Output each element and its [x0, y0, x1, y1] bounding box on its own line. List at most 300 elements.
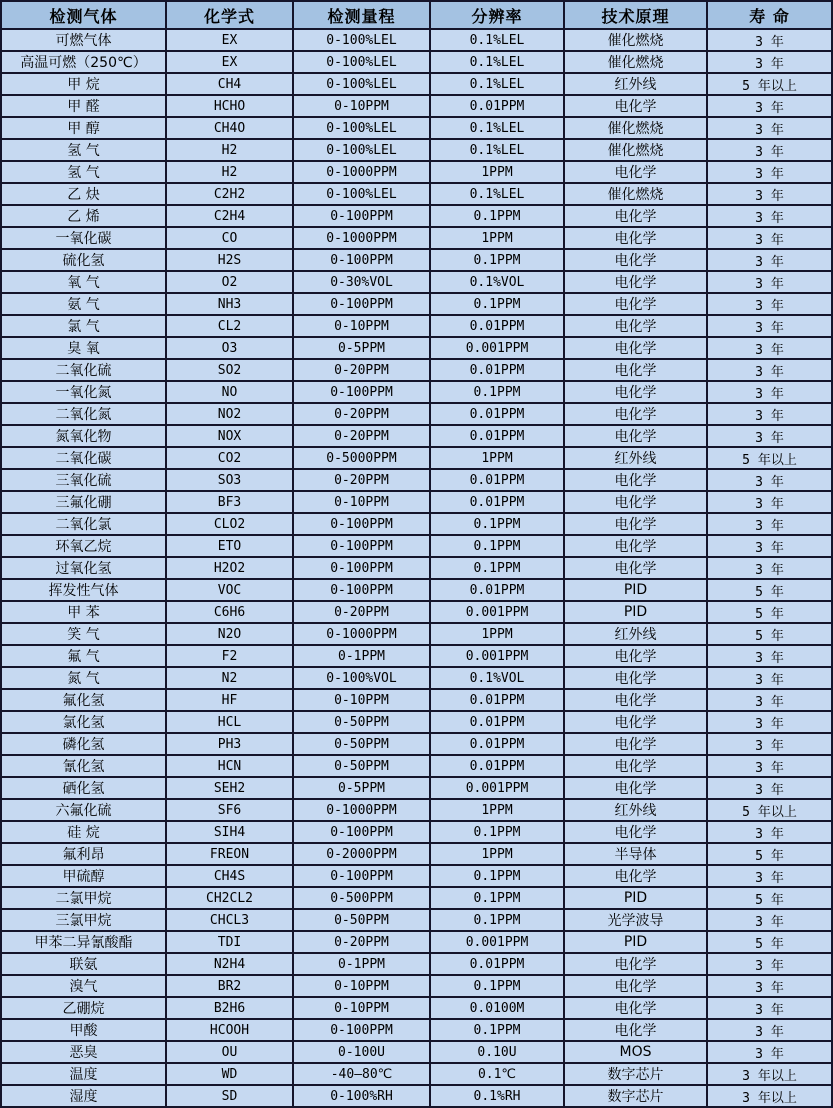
- formula-cell: VOC: [166, 579, 293, 601]
- resolution-cell: 0.1PPM: [430, 293, 564, 315]
- gas-name-cell: 甲 苯: [1, 601, 166, 623]
- gas-name-cell: 高温可燃（250℃）: [1, 51, 166, 73]
- resolution-cell: 0.001PPM: [430, 601, 564, 623]
- principle-cell: 半导体: [564, 843, 707, 865]
- principle-cell: 电化学: [564, 205, 707, 227]
- lifespan-cell: 3 年: [707, 183, 832, 205]
- principle-cell: PID: [564, 931, 707, 953]
- principle-cell: 电化学: [564, 865, 707, 887]
- resolution-cell: 0.1PPM: [430, 909, 564, 931]
- formula-cell: C2H2: [166, 183, 293, 205]
- lifespan-cell: 3 年: [707, 249, 832, 271]
- header-cell-formula-cell: 化学式: [166, 1, 293, 29]
- gas-name-cell: 氮氧化物: [1, 425, 166, 447]
- table-row: [1, 953, 832, 975]
- table-header: [1, 1, 832, 29]
- principle-cell: 红外线: [564, 447, 707, 469]
- table-row: [1, 205, 832, 227]
- range-cell: 0-50PPM: [293, 909, 430, 931]
- lifespan-cell: 3 年: [707, 1019, 832, 1041]
- table-row: [1, 337, 832, 359]
- lifespan-cell: 3 年: [707, 733, 832, 755]
- gas-name-cell: 一氧化碳: [1, 227, 166, 249]
- formula-cell: O2: [166, 271, 293, 293]
- lifespan-cell: 3 年: [707, 865, 832, 887]
- gas-name-cell: 甲苯二异氰酸酯: [1, 931, 166, 953]
- table-row: [1, 931, 832, 953]
- range-cell: 0-100%LEL: [293, 183, 430, 205]
- resolution-cell: 0.1%VOL: [430, 271, 564, 293]
- resolution-cell: 1PPM: [430, 623, 564, 645]
- lifespan-cell: 3 年: [707, 645, 832, 667]
- range-cell: 0-100%VOL: [293, 667, 430, 689]
- formula-cell: SO3: [166, 469, 293, 491]
- formula-cell: FREON: [166, 843, 293, 865]
- table-row: [1, 381, 832, 403]
- lifespan-cell: 3 年: [707, 535, 832, 557]
- range-cell: 0-1000PPM: [293, 623, 430, 645]
- header-cell-lifespan-cell: 寿 命: [707, 1, 832, 29]
- range-cell: 0-100%LEL: [293, 29, 430, 51]
- resolution-cell: 0.01PPM: [430, 315, 564, 337]
- gas-name-cell: 臭 氧: [1, 337, 166, 359]
- table-row: [1, 271, 832, 293]
- formula-cell: CH4O: [166, 117, 293, 139]
- resolution-cell: 0.1℃: [430, 1063, 564, 1085]
- resolution-cell: 1PPM: [430, 843, 564, 865]
- formula-cell: CO2: [166, 447, 293, 469]
- resolution-cell: 0.1%LEL: [430, 29, 564, 51]
- formula-cell: HCL: [166, 711, 293, 733]
- range-cell: 0-10PPM: [293, 315, 430, 337]
- gas-name-cell: 二氧化氯: [1, 513, 166, 535]
- table-row: [1, 315, 832, 337]
- gas-name-cell: 乙硼烷: [1, 997, 166, 1019]
- table-row: [1, 601, 832, 623]
- resolution-cell: 0.001PPM: [430, 645, 564, 667]
- range-cell: 0-100PPM: [293, 381, 430, 403]
- lifespan-cell: 3 年: [707, 777, 832, 799]
- gas-name-cell: 联氨: [1, 953, 166, 975]
- principle-cell: 电化学: [564, 381, 707, 403]
- formula-cell: N2O: [166, 623, 293, 645]
- gas-name-cell: 环氧乙烷: [1, 535, 166, 557]
- gas-name-cell: 乙 炔: [1, 183, 166, 205]
- lifespan-cell: 5 年以上: [707, 73, 832, 95]
- gas-name-cell: 一氧化氮: [1, 381, 166, 403]
- principle-cell: 电化学: [564, 337, 707, 359]
- formula-cell: C2H4: [166, 205, 293, 227]
- resolution-cell: 0.01PPM: [430, 953, 564, 975]
- principle-cell: 催化燃烧: [564, 29, 707, 51]
- range-cell: 0-2000PPM: [293, 843, 430, 865]
- table-row: [1, 865, 832, 887]
- table-row: [1, 403, 832, 425]
- gas-name-cell: 氯 气: [1, 315, 166, 337]
- resolution-cell: 0.1%LEL: [430, 183, 564, 205]
- gas-name-cell: 溴气: [1, 975, 166, 997]
- lifespan-cell: 3 年: [707, 95, 832, 117]
- principle-cell: 电化学: [564, 645, 707, 667]
- lifespan-cell: 3 年: [707, 689, 832, 711]
- lifespan-cell: 5 年: [707, 843, 832, 865]
- principle-cell: 电化学: [564, 755, 707, 777]
- range-cell: 0-100PPM: [293, 513, 430, 535]
- formula-cell: CHCL3: [166, 909, 293, 931]
- resolution-cell: 0.01PPM: [430, 359, 564, 381]
- lifespan-cell: 3 年: [707, 271, 832, 293]
- lifespan-cell: 3 年: [707, 997, 832, 1019]
- range-cell: 0-5PPM: [293, 777, 430, 799]
- table-row: [1, 1019, 832, 1041]
- principle-cell: 电化学: [564, 557, 707, 579]
- gas-name-cell: 可燃气体: [1, 29, 166, 51]
- gas-name-cell: 氮 气: [1, 667, 166, 689]
- range-cell: 0-100PPM: [293, 1019, 430, 1041]
- principle-cell: 催化燃烧: [564, 117, 707, 139]
- principle-cell: 数字芯片: [564, 1085, 707, 1107]
- principle-cell: 电化学: [564, 315, 707, 337]
- gas-name-cell: 湿度: [1, 1085, 166, 1107]
- lifespan-cell: 3 年以上: [707, 1085, 832, 1107]
- resolution-cell: 0.01PPM: [430, 491, 564, 513]
- gas-name-cell: 三氧化硫: [1, 469, 166, 491]
- principle-cell: 电化学: [564, 227, 707, 249]
- principle-cell: 电化学: [564, 535, 707, 557]
- lifespan-cell: 3 年: [707, 381, 832, 403]
- principle-cell: 电化学: [564, 249, 707, 271]
- gas-name-cell: 氟利昂: [1, 843, 166, 865]
- gas-name-cell: 二氯甲烷: [1, 887, 166, 909]
- formula-cell: NO: [166, 381, 293, 403]
- range-cell: 0-20PPM: [293, 403, 430, 425]
- gas-name-cell: 甲硫醇: [1, 865, 166, 887]
- resolution-cell: 0.1%VOL: [430, 667, 564, 689]
- gas-name-cell: 挥发性气体: [1, 579, 166, 601]
- resolution-cell: 1PPM: [430, 227, 564, 249]
- range-cell: 0-20PPM: [293, 359, 430, 381]
- formula-cell: H2O2: [166, 557, 293, 579]
- gas-name-cell: 三氟化硼: [1, 491, 166, 513]
- header-cell-range-cell: 检测量程: [293, 1, 430, 29]
- table-row: [1, 909, 832, 931]
- principle-cell: PID: [564, 601, 707, 623]
- gas-name-cell: 甲 烷: [1, 73, 166, 95]
- gas-name-cell: 氟 气: [1, 645, 166, 667]
- table-row: [1, 557, 832, 579]
- resolution-cell: 0.1PPM: [430, 557, 564, 579]
- table-row: [1, 117, 832, 139]
- formula-cell: WD: [166, 1063, 293, 1085]
- lifespan-cell: 3 年: [707, 975, 832, 997]
- table-row: [1, 843, 832, 865]
- resolution-cell: 0.1PPM: [430, 975, 564, 997]
- table-row: [1, 821, 832, 843]
- table-row: [1, 623, 832, 645]
- principle-cell: 电化学: [564, 425, 707, 447]
- table-row: [1, 667, 832, 689]
- table-row: [1, 689, 832, 711]
- lifespan-cell: 3 年: [707, 557, 832, 579]
- resolution-cell: 1PPM: [430, 799, 564, 821]
- formula-cell: CH4: [166, 73, 293, 95]
- range-cell: 0-20PPM: [293, 469, 430, 491]
- resolution-cell: 0.01PPM: [430, 95, 564, 117]
- resolution-cell: 0.01PPM: [430, 689, 564, 711]
- principle-cell: 红外线: [564, 799, 707, 821]
- lifespan-cell: 3 年: [707, 425, 832, 447]
- gas-name-cell: 三氯甲烷: [1, 909, 166, 931]
- formula-cell: N2H4: [166, 953, 293, 975]
- range-cell: 0-20PPM: [293, 601, 430, 623]
- formula-cell: SEH2: [166, 777, 293, 799]
- table-row: [1, 183, 832, 205]
- resolution-cell: 0.1PPM: [430, 535, 564, 557]
- range-cell: 0-10PPM: [293, 975, 430, 997]
- range-cell: 0-1000PPM: [293, 161, 430, 183]
- table-row: [1, 73, 832, 95]
- table-row: [1, 139, 832, 161]
- range-cell: -40—80℃: [293, 1063, 430, 1085]
- lifespan-cell: 3 年: [707, 227, 832, 249]
- lifespan-cell: 3 年: [707, 667, 832, 689]
- table-row: [1, 1041, 832, 1063]
- formula-cell: SIH4: [166, 821, 293, 843]
- lifespan-cell: 3 年: [707, 29, 832, 51]
- table-row: [1, 711, 832, 733]
- range-cell: 0-10PPM: [293, 689, 430, 711]
- resolution-cell: 0.01PPM: [430, 469, 564, 491]
- gas-name-cell: 氟化氢: [1, 689, 166, 711]
- range-cell: 0-100%LEL: [293, 73, 430, 95]
- lifespan-cell: 3 年: [707, 491, 832, 513]
- resolution-cell: 0.001PPM: [430, 931, 564, 953]
- resolution-cell: 0.1PPM: [430, 513, 564, 535]
- gas-name-cell: 硒化氢: [1, 777, 166, 799]
- range-cell: 0-5000PPM: [293, 447, 430, 469]
- resolution-cell: 0.1PPM: [430, 887, 564, 909]
- resolution-cell: 0.1PPM: [430, 1019, 564, 1041]
- range-cell: 0-1000PPM: [293, 799, 430, 821]
- range-cell: 0-100%LEL: [293, 117, 430, 139]
- range-cell: 0-500PPM: [293, 887, 430, 909]
- range-cell: 0-50PPM: [293, 755, 430, 777]
- lifespan-cell: 3 年: [707, 711, 832, 733]
- gas-name-cell: 氢 气: [1, 139, 166, 161]
- principle-cell: 电化学: [564, 821, 707, 843]
- gas-name-cell: 氯化氢: [1, 711, 166, 733]
- lifespan-cell: 3 年: [707, 51, 832, 73]
- lifespan-cell: 3 年: [707, 403, 832, 425]
- table-row: [1, 645, 832, 667]
- principle-cell: 电化学: [564, 953, 707, 975]
- table-row: [1, 161, 832, 183]
- table-row: [1, 51, 832, 73]
- principle-cell: 红外线: [564, 73, 707, 95]
- range-cell: 0-1PPM: [293, 953, 430, 975]
- gas-name-cell: 氢 气: [1, 161, 166, 183]
- lifespan-cell: 3 年: [707, 139, 832, 161]
- range-cell: 0-100PPM: [293, 249, 430, 271]
- range-cell: 0-20PPM: [293, 425, 430, 447]
- table-row: [1, 1085, 832, 1107]
- principle-cell: 数字芯片: [564, 1063, 707, 1085]
- principle-cell: 电化学: [564, 997, 707, 1019]
- table-row: [1, 579, 832, 601]
- principle-cell: 电化学: [564, 161, 707, 183]
- principle-cell: 催化燃烧: [564, 51, 707, 73]
- table-row: [1, 249, 832, 271]
- range-cell: 0-5PPM: [293, 337, 430, 359]
- formula-cell: NO2: [166, 403, 293, 425]
- principle-cell: 电化学: [564, 711, 707, 733]
- header-cell-resolution-cell: 分辨率: [430, 1, 564, 29]
- table-row: [1, 293, 832, 315]
- lifespan-cell: 3 年: [707, 513, 832, 535]
- lifespan-cell: 3 年: [707, 293, 832, 315]
- principle-cell: 电化学: [564, 469, 707, 491]
- gas-name-cell: 磷化氢: [1, 733, 166, 755]
- lifespan-cell: 3 年: [707, 205, 832, 227]
- lifespan-cell: 5 年: [707, 931, 832, 953]
- gas-name-cell: 甲酸: [1, 1019, 166, 1041]
- resolution-cell: 0.1PPM: [430, 865, 564, 887]
- table-row: [1, 95, 832, 117]
- resolution-cell: 1PPM: [430, 447, 564, 469]
- formula-cell: EX: [166, 29, 293, 51]
- formula-cell: SF6: [166, 799, 293, 821]
- table-row: [1, 29, 832, 51]
- gas-name-cell: 硫化氢: [1, 249, 166, 271]
- principle-cell: PID: [564, 887, 707, 909]
- formula-cell: NOX: [166, 425, 293, 447]
- principle-cell: 电化学: [564, 359, 707, 381]
- gas-name-cell: 过氧化氢: [1, 557, 166, 579]
- formula-cell: CH2CL2: [166, 887, 293, 909]
- lifespan-cell: 3 年: [707, 1041, 832, 1063]
- gas-name-cell: 甲 醇: [1, 117, 166, 139]
- range-cell: 0-50PPM: [293, 733, 430, 755]
- header-row: [1, 1, 832, 29]
- formula-cell: SO2: [166, 359, 293, 381]
- gas-name-cell: 氰化氢: [1, 755, 166, 777]
- principle-cell: PID: [564, 579, 707, 601]
- principle-cell: 电化学: [564, 975, 707, 997]
- formula-cell: HCN: [166, 755, 293, 777]
- gas-name-cell: 二氧化氮: [1, 403, 166, 425]
- range-cell: 0-100%RH: [293, 1085, 430, 1107]
- principle-cell: 电化学: [564, 403, 707, 425]
- table-row: [1, 447, 832, 469]
- range-cell: 0-100%LEL: [293, 139, 430, 161]
- formula-cell: EX: [166, 51, 293, 73]
- gas-name-cell: 二氧化硫: [1, 359, 166, 381]
- principle-cell: 电化学: [564, 733, 707, 755]
- table-row: [1, 799, 832, 821]
- table-row: [1, 491, 832, 513]
- resolution-cell: 0.1PPM: [430, 205, 564, 227]
- resolution-cell: 0.01PPM: [430, 733, 564, 755]
- lifespan-cell: 5 年以上: [707, 447, 832, 469]
- formula-cell: PH3: [166, 733, 293, 755]
- formula-cell: NH3: [166, 293, 293, 315]
- range-cell: 0-100PPM: [293, 579, 430, 601]
- range-cell: 0-100PPM: [293, 535, 430, 557]
- formula-cell: OU: [166, 1041, 293, 1063]
- formula-cell: N2: [166, 667, 293, 689]
- resolution-cell: 0.1PPM: [430, 821, 564, 843]
- formula-cell: H2: [166, 161, 293, 183]
- range-cell: 0-100U: [293, 1041, 430, 1063]
- table-row: [1, 535, 832, 557]
- resolution-cell: 0.01PPM: [430, 425, 564, 447]
- lifespan-cell: 3 年: [707, 161, 832, 183]
- principle-cell: 电化学: [564, 293, 707, 315]
- resolution-cell: 0.1PPM: [430, 249, 564, 271]
- formula-cell: HF: [166, 689, 293, 711]
- resolution-cell: 0.0100M: [430, 997, 564, 1019]
- lifespan-cell: 3 年: [707, 755, 832, 777]
- table-row: [1, 733, 832, 755]
- formula-cell: TDI: [166, 931, 293, 953]
- range-cell: 0-100PPM: [293, 293, 430, 315]
- range-cell: 0-100PPM: [293, 865, 430, 887]
- range-cell: 0-10PPM: [293, 95, 430, 117]
- principle-cell: 催化燃烧: [564, 139, 707, 161]
- table-body: [1, 29, 832, 1107]
- lifespan-cell: 3 年: [707, 821, 832, 843]
- formula-cell: CLO2: [166, 513, 293, 535]
- principle-cell: 电化学: [564, 667, 707, 689]
- principle-cell: 电化学: [564, 689, 707, 711]
- formula-cell: CO: [166, 227, 293, 249]
- table-row: [1, 359, 832, 381]
- gas-name-cell: 六氟化硫: [1, 799, 166, 821]
- gas-name-cell: 二氧化碳: [1, 447, 166, 469]
- table-row: [1, 227, 832, 249]
- resolution-cell: 0.1%RH: [430, 1085, 564, 1107]
- formula-cell: CH4S: [166, 865, 293, 887]
- principle-cell: 电化学: [564, 271, 707, 293]
- principle-cell: 电化学: [564, 95, 707, 117]
- formula-cell: ETO: [166, 535, 293, 557]
- resolution-cell: 1PPM: [430, 161, 564, 183]
- resolution-cell: 0.1PPM: [430, 381, 564, 403]
- principle-cell: 红外线: [564, 623, 707, 645]
- table-row: [1, 755, 832, 777]
- formula-cell: HCOOH: [166, 1019, 293, 1041]
- formula-cell: H2: [166, 139, 293, 161]
- formula-cell: F2: [166, 645, 293, 667]
- principle-cell: MOS: [564, 1041, 707, 1063]
- lifespan-cell: 3 年: [707, 117, 832, 139]
- table-row: [1, 887, 832, 909]
- resolution-cell: 0.01PPM: [430, 755, 564, 777]
- principle-cell: 催化燃烧: [564, 183, 707, 205]
- resolution-cell: 0.01PPM: [430, 711, 564, 733]
- range-cell: 0-100PPM: [293, 205, 430, 227]
- lifespan-cell: 5 年: [707, 887, 832, 909]
- principle-cell: 电化学: [564, 777, 707, 799]
- range-cell: 0-100%LEL: [293, 51, 430, 73]
- resolution-cell: 0.1%LEL: [430, 51, 564, 73]
- table-row: [1, 1063, 832, 1085]
- resolution-cell: 0.1%LEL: [430, 73, 564, 95]
- range-cell: 0-20PPM: [293, 931, 430, 953]
- formula-cell: H2S: [166, 249, 293, 271]
- range-cell: 0-1PPM: [293, 645, 430, 667]
- range-cell: 0-10PPM: [293, 491, 430, 513]
